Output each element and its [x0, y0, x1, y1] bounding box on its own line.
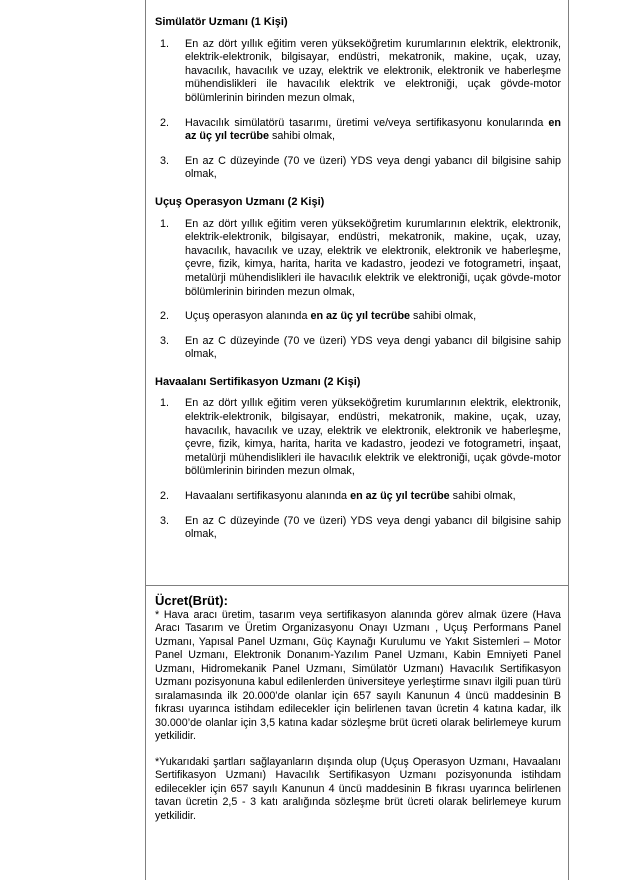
item-text: En az dört yıllık eğitim veren yükseköğretim kurumlarının elektrik, elektronik, elektrik-elektronik, bilgisayar, endüstri, mekatronik, makine, uçak, uzay, havacılık, havacılık ve uzay, elektrik ve elektronik, elektronik ve haberleşme mühendislikleri ile havacılık elektrik ve elektroniği, uçak gövde-motor bölümlerinin birinden mezun olmak, [185, 37, 561, 104]
item-text: Havaalanı sertifikasyonu alanında [185, 490, 351, 503]
salary-title: Ücret(Brüt): [155, 593, 228, 608]
list-item [155, 397, 565, 479]
list-item [155, 38, 565, 106]
section-flight-operations [155, 196, 565, 362]
salary-paragraph-2: *Yukarıdaki şartları sağlayanların dışında olup (Uçuş Operasyon Uzmanı, Havaalanı Sertifikasyon Uzmanı) Havacılık Sertifikasyon Uzmanı pozisyonunda istihdam edilecekler için 657 sayılı Kanunun 4 üncü maddesinin B fıkrası uyarınca belirlenen tavan ücretin 2,5 - 3 katı aralığında sözleşme brüt ücreti olarak belirlemeye kurum yetkilidir. [155, 755, 561, 822]
item-text-end: sahibi olmak, [449, 490, 516, 503]
list-item [155, 310, 565, 324]
item-text: En az dört yıllık eğitim veren yükseköğretim kurumlarının elektrik, elektronik, elektrik-elektronik, bilgisayar, endüstri, mekatronik, makine, uçak, uzay, havacılık, havacılık ve uzay, elektrik ve elektronik, elektronik ve haberleşme, çevre, fizik, kimya, harita, harita ve kadastro, jeodezi ve fotogrametri, inşaat, metalürji mühendislikleri ile havacılık elektrik ve elektroniği, uçak gövde-motor bölümlerinin birinden mezun olmak, [185, 217, 561, 298]
item-emphasis: en az üç yıl tecrübe [350, 490, 450, 503]
list-item [155, 218, 565, 300]
item-emphasis: en az üç yıl tecrübe [185, 116, 561, 143]
list-item [155, 155, 565, 182]
salary-paragraph-1: * Hava aracı üretim, tasarım veya sertifikasyon alanında görev almak üzere (Hava Aracı Tasarım ve Üretim Organizasyonu Onayı Uzmanı , Uçuş Performans Panel Uzmanı, Yapısal Panel Uzmanı, Güç Kaynağı Kurulumu ve Yakıt Sistemleri – Motor Panel Uzmanı, Elektronik Donanım-Yazılım Panel Uzmanı, Kabin Emniyeti Panel Uzmanı, Hidromekanik Panel Uzmanı, Simülatör Uzmanı) Havacılık Sertifikasyon Uzmanı pozisyonuna kabul edilenlerden üniversiteye yerleştirme sınavı ilgili puan türü sıralamasında ilk 20.000’de olanlar için 657 sayılı Kanunun 4 üncü maddesinin B fıkrası uyarınca istihdam edilecekler için belirlenen tavan ücretin 4 katına kadar, ilk 30.000’de olanlar için 3,5 katına kadar sözleşme brüt ücreti olarak belirlemeye kurum yetkilidir. [155, 608, 561, 743]
item-text: En az C düzeyinde (70 ve üzeri) YDS veya dengi yabancı dil bilgisine sahip olmak, [185, 334, 561, 361]
item-text: En az dört yıllık eğitim veren yükseköğretim kurumlarının elektrik, elektronik, elektrik-elektronik, bilgisayar, endüstri, mekatronik, makine, uçak, uzay, havacılık, havacılık ve uzay, elektrik ve elektronik, elektronik ve haberleşme, çevre, fizik, kimya, harita, harita ve kadastro, jeodezi ve fotogrametri, inşaat, metalürji mühendislikleri ile havacılık elektrik ve elektroniği, uçak gövde-motor bölümlerinin birinden mezun olmak, [185, 397, 561, 478]
list-item [155, 335, 565, 362]
item-number: 3. [160, 334, 170, 347]
section-title: Havaalanı Sertifikasyon Uzmanı (2 Kişi) [155, 375, 361, 388]
item-text: En az C düzeyinde (70 ve üzeri) YDS veya dengi yabancı dil bilgisine sahip olmak, [185, 514, 561, 541]
item-number: 3. [160, 514, 170, 527]
salary-cell [155, 594, 565, 835]
item-text: En az C düzeyinde (70 ve üzeri) YDS veya dengi yabancı dil bilgisine sahip olmak, [185, 154, 561, 181]
item-number: 3. [160, 154, 170, 167]
item-text: Uçuş operasyon alanında [185, 310, 311, 323]
section-title: Simülatör Uzmanı (1 Kişi) [155, 16, 288, 28]
item-text: Havacılık simülatörü tasarımı, üretimi ve/veya sertifikasyonu konularında [185, 116, 549, 129]
item-number: 2. [160, 116, 170, 129]
section-airport-certification [155, 376, 565, 542]
item-number: 2. [160, 310, 170, 323]
list-item [155, 117, 565, 144]
section-title: Uçuş Operasyon Uzmanı (2 Kişi) [155, 195, 325, 208]
item-number: 1. [160, 397, 170, 410]
table-row-divider [145, 585, 569, 586]
item-number: 1. [160, 37, 170, 50]
item-number: 1. [160, 217, 170, 230]
item-text-end: sahibi olmak, [410, 310, 477, 323]
requirements-cell [155, 16, 565, 553]
list-item [155, 490, 565, 504]
item-text-end: sahibi olmak, [269, 130, 336, 143]
list-item [155, 515, 565, 542]
item-emphasis: en az üç yıl tecrübe [310, 310, 411, 323]
section-simulator [155, 16, 565, 182]
item-number: 2. [160, 490, 170, 503]
